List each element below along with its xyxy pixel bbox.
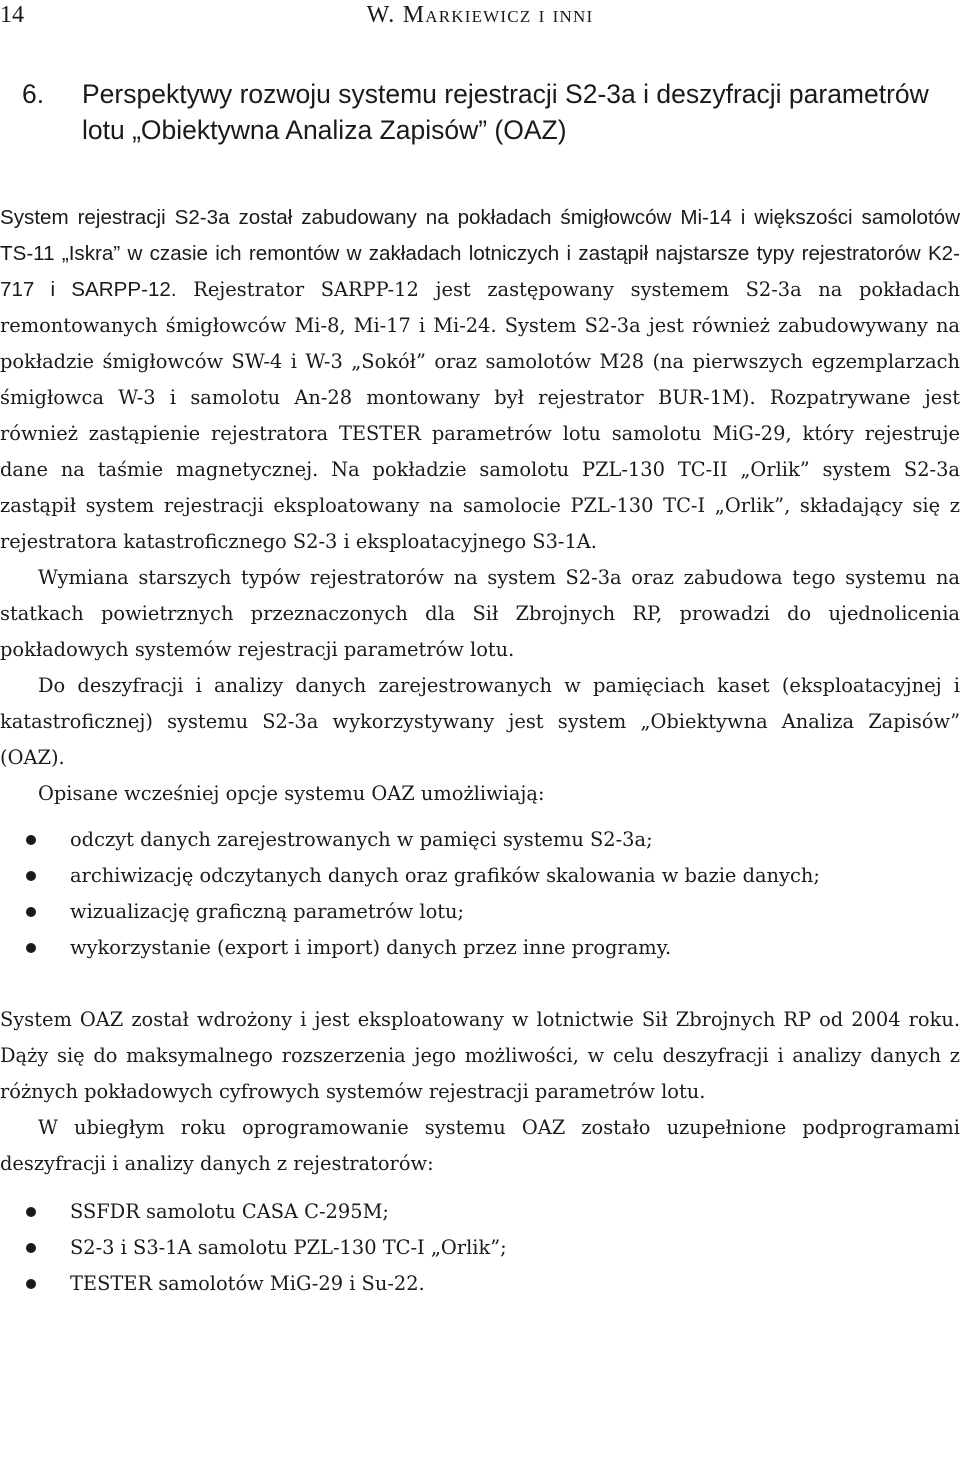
bullet-icon [26,1207,36,1217]
bullet-icon [26,907,36,917]
paragraph-1-serif-part: Rejestrator SARPP-12 jest zastępowany systemem S2-3a na pokładach remontowanych śmigłowców Mi-8, Mi-17 i Mi-24. System S2-3a jest również zabudowywany na pokładzie śmigłowców SW-4 i W-3 „Sokół” oraz samolotów M28 (na pierwszych egzemplarzach śmigłowca W-3 i samolotu An-28 montowany był rejestrator BUR-1M). Rozpatrywane jest również zastąpienie rejestratora TESTER parametrów lotu samolotu MiG-29, który rejestruje dane na taśmie magnetycznej. Na pokładzie samolotu PZL-130 TC-II „Orlik” system S2-3a zastąpił system rejestracji eksploatowany na samolocie PZL-130 TC-I „Orlik”, składający się z rejestratora katastroficznego S2-3 i eksploatacyjnego S3-1A. [0,278,960,553]
bullet-icon [26,871,36,881]
list-item-text: TESTER samolotów MiG-29 i Su-22. [70,1272,425,1295]
list-item [0,894,960,930]
list-item-text: SSFDR samolotu CASA C-295M; [70,1200,389,1223]
bullet-icon [26,943,36,953]
bullet-icon [26,1243,36,1253]
list-item [0,1194,960,1230]
paragraph-1-sans-part: System rejestracji S2-3a został zabudowany na pokładach śmigłowców Mi-14 i większości samolotów TS-11 „Iskra” w czasie ich remontów w zakładach lotniczych i zastąpił najstarsze typy rejestratorów K2-717 i SARPP-12. [0,206,960,301]
section-number: 6. [22,79,45,109]
paragraph-1 [0,200,960,560]
recorders-list [0,1194,960,1302]
list-item [0,858,960,894]
paragraph-4: Opisane wcześniej opcje systemu OAZ umożliwiają: [38,782,545,805]
list-item [0,1230,960,1266]
paragraph-5: System OAZ został wdrożony i jest eksploatowany w lotnictwie Sił Zbrojnych RP od 2004 roku. Dąży się do maksymalnego rozszerzenia jego możliwości, w celu deszyfracji i analizy danych z różnych pokładowych cyfrowych systemów rejestracji parametrów lotu. [0,1008,960,1103]
list-item-text: S2-3 i S3-1A samolotu PZL-130 TC-I „Orlik”; [70,1236,507,1259]
page-number: 14 [0,2,24,28]
bullet-icon [26,835,36,845]
paragraph-2: Wymiana starszych typów rejestratorów na system S2-3a oraz zabudowa tego systemu na statkach powietrznych przeznaczonych dla Sił Zbrojnych RP, prowadzi do ujednolicenia pokładowych systemów rejestracji parametrów lotu. [0,566,960,661]
paragraph-3: Do deszyfracji i analizy danych zarejestrowanych w pamięciach kaset (eksploatacyjnej i katastroficznej) systemu S2-3a wykorzystywany jest system „Obiektywna Analiza Zapisów” (OAZ). [0,674,960,769]
list-item-text: wizualizację graficzną parametrów lotu; [70,900,465,923]
options-list [0,822,960,966]
paragraph-6: W ubiegłym roku oprogramowanie systemu OAZ zostało uzupełnione podprogramami deszyfracji i analizy danych z rejestratorów: [0,1116,960,1175]
list-item-text: archiwizację odczytanych danych oraz grafików skalowania w bazie danych; [70,864,820,887]
list-item [0,822,960,858]
running-head [0,0,960,30]
running-title: W. Markiewicz i inni [366,2,594,28]
list-item-text: wykorzystanie (export i import) danych przez inne programy. [70,936,672,959]
body-text [0,200,960,1302]
list-item-text: odczyt danych zarejestrowanych w pamięci systemu S2-3a; [70,828,653,851]
list-item [0,1266,960,1302]
section-title: Perspektywy rozwoju systemu rejestracji S2-3a i deszyfracji parametrów lotu „Obiektywna Analiza Zapisów” (OAZ) [82,79,929,145]
list-item [0,930,960,966]
bullet-icon [26,1279,36,1289]
